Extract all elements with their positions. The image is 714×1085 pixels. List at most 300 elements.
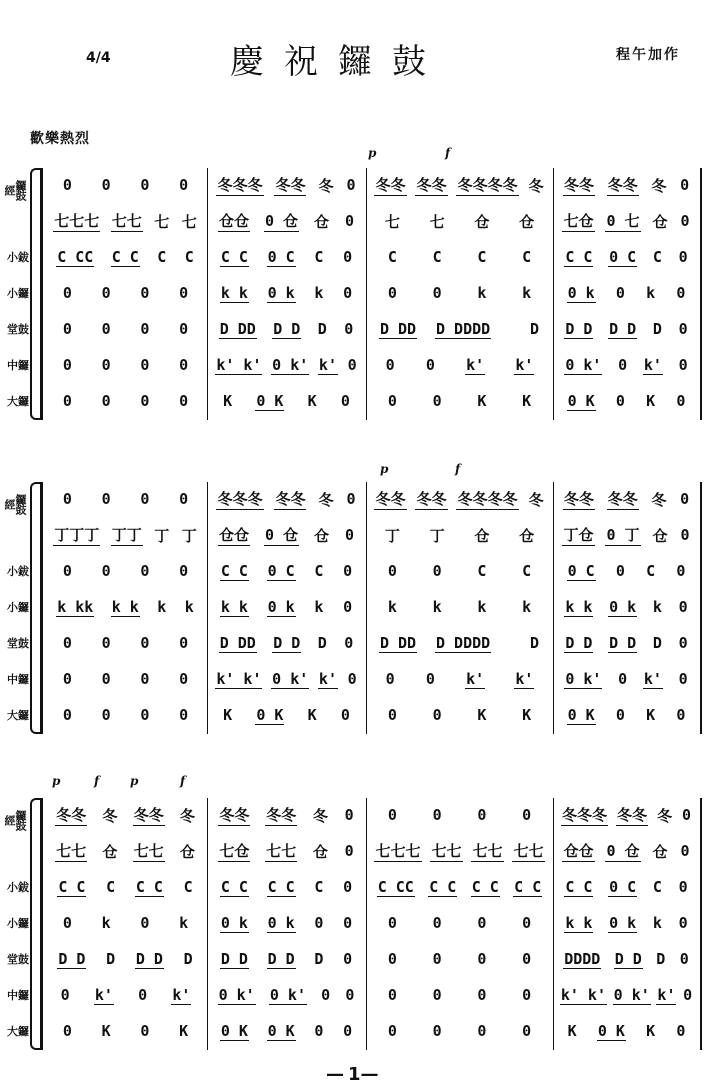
beat: k' k' xyxy=(560,985,606,1004)
score-system xyxy=(0,774,714,1050)
beat: 0 K xyxy=(567,705,595,724)
beat: 0 xyxy=(683,986,693,1004)
beat: 仓 xyxy=(474,526,490,545)
beat: K xyxy=(101,1022,111,1040)
beat: C xyxy=(314,562,324,580)
beat: 0 k xyxy=(567,283,595,302)
instrument-row xyxy=(0,906,714,940)
beat: C xyxy=(314,878,324,896)
measure xyxy=(211,204,362,238)
beat: k' xyxy=(643,355,662,374)
beat: 仓 xyxy=(519,526,535,545)
measure xyxy=(557,698,696,732)
measure xyxy=(370,942,549,976)
measure xyxy=(211,698,362,732)
beat: D D xyxy=(273,319,301,338)
measure xyxy=(211,834,362,868)
measure xyxy=(557,482,696,516)
beat: C C xyxy=(111,247,139,266)
score-system xyxy=(0,462,714,734)
measure xyxy=(48,312,203,346)
beat: 0 xyxy=(101,490,111,508)
beat: 0 xyxy=(179,284,189,302)
instrument-row xyxy=(0,662,714,696)
measure xyxy=(48,384,203,418)
beat: 仓 xyxy=(314,526,330,545)
beat: 丁 xyxy=(384,526,400,545)
beat: 0 xyxy=(179,670,189,688)
beat: 冬 xyxy=(102,806,118,825)
measure xyxy=(557,590,696,624)
measure xyxy=(557,312,696,346)
beat: K xyxy=(179,1022,189,1040)
beat: 仓 xyxy=(179,842,195,861)
beat: 0 xyxy=(343,1022,353,1040)
measure xyxy=(48,554,203,588)
measure xyxy=(557,384,696,418)
beat: 0 xyxy=(179,392,189,410)
beat: 0 xyxy=(62,634,72,652)
beat: 0 xyxy=(385,356,395,374)
beat: k xyxy=(432,598,442,616)
measure xyxy=(211,518,362,552)
beat: 冬冬 xyxy=(416,176,447,194)
beat: 0 xyxy=(179,490,189,508)
beat: 七七 xyxy=(133,842,164,860)
instrument-row xyxy=(0,348,714,382)
beat: 冬冬 xyxy=(275,490,306,508)
page-title: 慶祝鑼鼓 xyxy=(230,42,446,82)
beat: 0 xyxy=(680,212,690,230)
beat: k' xyxy=(657,985,676,1004)
beat: k xyxy=(646,284,656,302)
beat: D D xyxy=(135,949,163,968)
instrument-label: 堂鼓 xyxy=(7,953,29,966)
beat: 0 K xyxy=(567,391,595,410)
beat: 0 k xyxy=(220,913,248,932)
beat: 0 xyxy=(140,392,150,410)
measure xyxy=(48,626,203,660)
instrument-row xyxy=(0,204,714,238)
beat: K xyxy=(477,706,487,724)
beat: K xyxy=(223,706,233,724)
beat: 0 xyxy=(347,670,357,688)
beat: 0 xyxy=(680,490,690,508)
beat: 0 xyxy=(321,986,331,1004)
beat: 0 xyxy=(62,670,72,688)
beat: C xyxy=(183,878,193,896)
measure xyxy=(557,978,696,1012)
beat: 七七 xyxy=(431,842,462,860)
instrument-row xyxy=(0,626,714,660)
beat: 0 xyxy=(387,986,397,1004)
beat: 0 仓 xyxy=(264,526,299,544)
beat: D DD xyxy=(219,633,256,652)
measure xyxy=(557,276,696,310)
beat: 0 xyxy=(676,706,686,724)
beat: 0 仓 xyxy=(606,842,640,860)
measure xyxy=(48,698,203,732)
measure xyxy=(48,482,203,516)
dynamic-marking: f xyxy=(94,774,100,788)
beat: 0 xyxy=(678,634,688,652)
beat: 0 xyxy=(678,356,688,374)
beat: 0 k' xyxy=(565,669,602,688)
beat: 仓 xyxy=(312,842,328,861)
beat: C C xyxy=(429,877,457,896)
measure xyxy=(557,348,696,382)
instrument-label: 中鑼 xyxy=(7,359,29,372)
beat: 0 七 xyxy=(606,212,640,230)
instrument-label: 鑼鼓經 xyxy=(3,494,27,514)
beat: 0 xyxy=(62,356,72,374)
beat: C xyxy=(652,248,662,266)
beat: 0 xyxy=(343,248,353,266)
instrument-label: 小鑼 xyxy=(7,287,29,300)
beat: K xyxy=(646,706,656,724)
beat: 0 xyxy=(140,176,150,194)
beat: k xyxy=(314,598,324,616)
measure xyxy=(211,870,362,904)
beat: C xyxy=(522,248,532,266)
beat: 冬冬 xyxy=(266,806,297,824)
beat: 0 xyxy=(179,356,189,374)
beat: 0 xyxy=(477,986,487,1004)
tempo-marking: 歡樂熱烈 xyxy=(30,131,90,147)
beat: 0 xyxy=(676,284,686,302)
beat: 0 xyxy=(678,320,688,338)
measure xyxy=(557,1014,696,1048)
instrument-row xyxy=(0,240,714,274)
beat: 冬 xyxy=(656,806,672,825)
beat: 冬 xyxy=(651,490,667,509)
measure xyxy=(211,798,362,832)
beat: 仓 xyxy=(652,526,668,545)
beat: 0 xyxy=(101,670,111,688)
beat: 0 xyxy=(432,986,442,1004)
beat: 七七 xyxy=(266,842,297,860)
measure xyxy=(211,554,362,588)
measure xyxy=(211,906,362,940)
beat: k k xyxy=(111,597,139,616)
measure xyxy=(370,978,549,1012)
beat: 0 xyxy=(615,392,625,410)
measure xyxy=(48,168,203,202)
beat: 0 K xyxy=(220,1021,248,1040)
beat: 0 xyxy=(101,706,111,724)
beat: D xyxy=(529,320,540,338)
beat: 0 k' xyxy=(218,985,255,1004)
beat: 0 xyxy=(179,320,189,338)
beat: k' xyxy=(172,985,191,1004)
beat: 0 xyxy=(680,526,690,544)
beat: k xyxy=(522,284,532,302)
beat: 仓仓 xyxy=(218,526,249,544)
beat: 0 xyxy=(387,284,397,302)
beat: 冬冬 xyxy=(375,490,406,508)
dynamic-marking: p xyxy=(380,462,389,476)
beat: K xyxy=(307,706,317,724)
beat: 0 xyxy=(179,706,189,724)
beat: 0 xyxy=(314,1022,324,1040)
measure xyxy=(370,554,549,588)
measure xyxy=(370,384,549,418)
beat: k' xyxy=(515,355,534,374)
beat: 冬冬冬 xyxy=(561,806,607,824)
beat: k xyxy=(477,284,487,302)
beat: k' xyxy=(318,669,337,688)
instrument-label: 中鑼 xyxy=(7,673,29,686)
beat: D DD xyxy=(379,633,417,652)
beat: 冬冬 xyxy=(563,176,594,194)
beat: 冬 xyxy=(651,176,667,195)
beat: 丁丁 xyxy=(111,526,142,544)
beat: 0 xyxy=(62,562,72,580)
beat: k kk xyxy=(57,597,94,616)
beat: C C xyxy=(220,561,248,580)
instrument-row xyxy=(0,482,714,516)
beat: 0 xyxy=(432,392,442,410)
beat: 0 xyxy=(140,914,150,932)
beat: 0 xyxy=(477,914,487,932)
beat: 0 xyxy=(62,176,72,194)
instrument-label: 小鈸 xyxy=(7,565,29,578)
beat: 0 K xyxy=(256,705,284,724)
beat: D D xyxy=(609,633,637,652)
beat: k xyxy=(184,598,194,616)
dynamic-marking: f xyxy=(180,774,186,788)
instrument-row xyxy=(0,1014,714,1048)
beat: 0 xyxy=(678,878,688,896)
beat: 0 xyxy=(346,490,356,508)
beat: 0 xyxy=(522,950,532,968)
beat: 0 xyxy=(343,950,353,968)
beat: 丁 xyxy=(154,526,170,545)
beat: D xyxy=(317,320,327,338)
beat: 0 xyxy=(477,1022,487,1040)
beat: 0 xyxy=(432,1022,442,1040)
measure xyxy=(48,834,203,868)
beat: 仓 xyxy=(314,212,330,231)
measure xyxy=(370,204,549,238)
beat: K xyxy=(522,706,532,724)
beat: C C xyxy=(135,877,163,896)
beat: 0 xyxy=(615,562,625,580)
beat: 仓 xyxy=(102,842,118,861)
beat: 0 xyxy=(346,176,356,194)
beat: 0 xyxy=(140,320,150,338)
beat: C C xyxy=(267,877,295,896)
beat: 0 xyxy=(676,1022,686,1040)
instrument-label: 堂鼓 xyxy=(7,323,29,336)
beat: 冬冬 xyxy=(607,490,638,508)
beat: C xyxy=(477,248,487,266)
beat: 0 xyxy=(101,634,111,652)
measure xyxy=(211,482,362,516)
measure xyxy=(557,240,696,274)
measure xyxy=(48,1014,203,1048)
beat: 0 xyxy=(425,670,435,688)
instrument-label: 大鑼 xyxy=(7,1025,29,1038)
beat: 0 xyxy=(679,950,689,968)
beat: k xyxy=(101,914,111,932)
measure xyxy=(48,870,203,904)
beat: 七 xyxy=(384,212,400,231)
beat: 0 xyxy=(62,392,72,410)
beat: D xyxy=(317,634,327,652)
measure xyxy=(557,870,696,904)
beat: 丁丁丁 xyxy=(54,526,100,544)
beat: 0 xyxy=(343,562,353,580)
instrument-row xyxy=(0,312,714,346)
beat: 冬冬 xyxy=(563,490,594,508)
beat: 0 xyxy=(347,356,357,374)
beat: D DD xyxy=(379,319,417,338)
beat: 0 k' xyxy=(269,985,306,1004)
beat: 七 xyxy=(429,212,445,231)
beat: 0 xyxy=(676,392,686,410)
beat: 0 xyxy=(101,320,111,338)
instrument-row xyxy=(0,978,714,1012)
beat: C C xyxy=(565,247,593,266)
beat: D xyxy=(183,950,193,968)
instrument-row xyxy=(0,942,714,976)
beat: k xyxy=(477,598,487,616)
beat: 0 k' xyxy=(613,985,650,1004)
beat: 0 xyxy=(681,806,691,824)
dynamic-marking: f xyxy=(455,462,461,476)
beat: 冬冬 xyxy=(133,806,164,824)
measure xyxy=(211,942,362,976)
instrument-label: 堂鼓 xyxy=(7,637,29,650)
beat: 七七七 xyxy=(54,212,100,230)
beat: K xyxy=(477,392,487,410)
beat: 0 xyxy=(678,914,688,932)
beat: C xyxy=(314,248,324,266)
beat: 0 xyxy=(343,284,353,302)
measure xyxy=(48,662,203,696)
beat: 0 xyxy=(678,598,688,616)
beat: 0 xyxy=(62,706,72,724)
beat: C xyxy=(477,562,487,580)
measure xyxy=(211,312,362,346)
beat: 0 xyxy=(425,356,435,374)
beat: 0 xyxy=(140,670,150,688)
beat: 七 xyxy=(154,212,170,231)
beat: 0 xyxy=(522,806,532,824)
measure xyxy=(211,384,362,418)
beat: 0 xyxy=(140,634,150,652)
beat: 0 k xyxy=(267,597,295,616)
beat: k xyxy=(387,598,397,616)
measure xyxy=(557,518,696,552)
beat: D D xyxy=(58,949,86,968)
beat: 0 xyxy=(101,176,111,194)
measure xyxy=(370,590,549,624)
beat: 0 xyxy=(138,986,148,1004)
beat: 0 xyxy=(140,284,150,302)
measure xyxy=(557,626,696,660)
measure xyxy=(370,798,549,832)
instrument-row xyxy=(0,168,714,202)
beat: C xyxy=(646,562,656,580)
measure xyxy=(370,276,549,310)
measure xyxy=(370,1014,549,1048)
measure xyxy=(557,168,696,202)
beat: 七七 xyxy=(513,842,544,860)
instrument-label: 大鑼 xyxy=(7,395,29,408)
beat: 0 K xyxy=(267,1021,295,1040)
beat: DDDD xyxy=(564,949,601,968)
beat: D xyxy=(652,320,662,338)
beat: k k xyxy=(220,283,248,302)
beat: K xyxy=(223,392,233,410)
instrument-row xyxy=(0,834,714,868)
beat: D D xyxy=(609,319,637,338)
beat: 冬 xyxy=(179,806,195,825)
beat: C xyxy=(184,248,194,266)
beat: 0 k' xyxy=(272,355,309,374)
measure xyxy=(557,906,696,940)
beat: 冬冬 xyxy=(275,176,306,194)
measure xyxy=(48,906,203,940)
instrument-label: 小鈸 xyxy=(7,881,29,894)
beat: 0 丁 xyxy=(606,526,640,544)
beat: 0 xyxy=(343,878,353,896)
beat: 0 xyxy=(385,670,395,688)
beat: 0 xyxy=(680,842,690,860)
beat: 0 xyxy=(618,356,628,374)
beat: 0 xyxy=(140,706,150,724)
beat: 冬 xyxy=(528,176,544,195)
measure xyxy=(211,1014,362,1048)
beat: D xyxy=(652,634,662,652)
beat: 七七七 xyxy=(375,842,421,860)
beat: 0 C xyxy=(567,561,595,580)
beat: 0 xyxy=(179,634,189,652)
beat: K xyxy=(307,392,317,410)
beat: 0 xyxy=(387,950,397,968)
beat: 0 xyxy=(432,950,442,968)
beat: 0 xyxy=(615,284,625,302)
beat: C C xyxy=(220,247,248,266)
beat: 0 xyxy=(432,914,442,932)
beat: 冬 xyxy=(528,490,544,509)
beat: 0 xyxy=(522,914,532,932)
beat: 0 xyxy=(522,1022,532,1040)
beat: 冬 xyxy=(318,176,334,195)
beat: D xyxy=(529,634,540,652)
beat: 丁仓 xyxy=(563,526,594,544)
instrument-label: 鑼鼓經 xyxy=(3,180,27,200)
dynamic-marking: p xyxy=(130,774,139,788)
beat: 0 xyxy=(387,392,397,410)
measure xyxy=(370,482,549,516)
instrument-row xyxy=(0,554,714,588)
beat: k xyxy=(179,914,189,932)
beat: k' k' xyxy=(216,355,262,374)
measure xyxy=(211,626,362,660)
beat: k k xyxy=(565,597,593,616)
beat: 0 xyxy=(344,526,355,544)
measure xyxy=(370,698,549,732)
instrument-label: 鑼鼓經 xyxy=(3,810,27,830)
measure xyxy=(370,906,549,940)
instrument-row xyxy=(0,590,714,624)
page-number-value: 1 xyxy=(348,1064,361,1085)
page-number: —1— xyxy=(326,1064,383,1085)
beat: 仓仓 xyxy=(218,212,249,230)
